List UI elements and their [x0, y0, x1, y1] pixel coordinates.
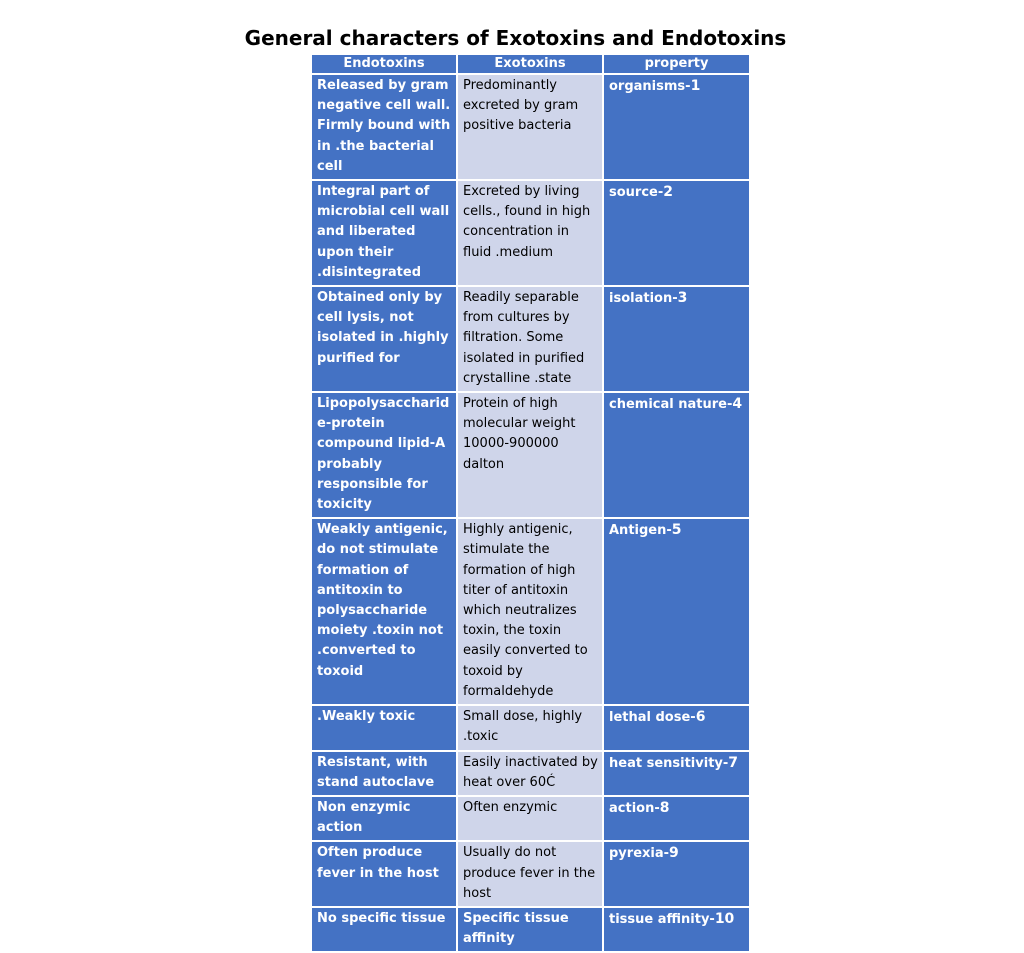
toxins-comparison-table [310, 53, 751, 953]
property-number: 7 [728, 754, 739, 771]
endotoxin-cell: Non enzymic action [311, 796, 457, 841]
property-cell [603, 796, 750, 841]
property-number: 1 [690, 78, 701, 94]
property-number: 6 [695, 709, 706, 726]
table-row [311, 180, 750, 286]
property-label: pyrexia- [609, 846, 670, 862]
table-row [311, 392, 750, 518]
property-number: 10 [714, 910, 735, 927]
table-row [311, 751, 750, 796]
property-cell [603, 841, 750, 907]
endotoxin-cell: .Weakly toxic [311, 705, 457, 750]
exotoxin-cell: Protein of high molecular weight 10000-900000 dalton [457, 392, 603, 518]
property-cell [603, 751, 750, 796]
endotoxin-cell: Often produce fever in the host [311, 841, 457, 907]
endotoxin-cell: Obtained only by cell lysis, not isolated in .highly purified for [311, 286, 457, 392]
endotoxin-cell: Lipopolysaccharide-protein compound lipid-A probably responsible for toxicity [311, 392, 457, 518]
header-property: property [603, 54, 750, 74]
property-label: lethal dose- [609, 710, 696, 726]
property-cell [603, 518, 750, 705]
property-number: 9 [669, 845, 679, 862]
property-label: heat sensitivity- [609, 755, 729, 771]
page-title: General characters of Exotoxins and Endotoxins [244, 26, 787, 50]
property-cell [603, 392, 750, 518]
property-number: 8 [659, 799, 670, 816]
property-number: 4 [732, 396, 743, 413]
exotoxin-cell: Predominantly excreted by gram positive bacteria [457, 74, 603, 180]
exotoxin-cell: Often enzymic [457, 796, 603, 841]
exotoxin-cell: Easily inactivated by heat over 60Ć [457, 751, 603, 796]
property-number: 2 [663, 184, 674, 201]
endotoxin-cell: Released by gram negative cell wall. Firmly bound with in .the bacterial cell [311, 74, 457, 180]
property-number: 3 [677, 290, 688, 307]
property-label: tissue affinity- [609, 911, 715, 927]
property-label: Antigen- [609, 523, 672, 539]
endotoxin-cell: No specific tissue [311, 907, 457, 952]
property-cell [603, 705, 750, 750]
property-cell [603, 74, 750, 180]
table-row [311, 705, 750, 750]
property-cell [603, 180, 750, 286]
header-exotoxins: Exotoxins [457, 54, 603, 74]
property-label: action- [609, 800, 660, 816]
table-row [311, 841, 750, 907]
property-cell [603, 286, 750, 392]
exotoxin-cell: Specific tissue affinity [457, 907, 603, 952]
property-cell [603, 907, 750, 952]
property-label: source- [609, 185, 664, 201]
exotoxin-cell: Usually do not produce fever in the host [457, 841, 603, 907]
exotoxin-cell: Small dose, highly .toxic [457, 705, 603, 750]
table-row [311, 796, 750, 841]
property-label: organisms- [609, 79, 691, 94]
endotoxin-cell: Weakly antigenic, do not stimulate formation of antitoxin to polysaccharide moiety .toxin not .converted to toxoid [311, 518, 457, 705]
property-number: 5 [671, 522, 682, 539]
table-header-row [311, 54, 750, 74]
table-row [311, 74, 750, 180]
property-label: isolation- [609, 291, 678, 307]
header-endotoxins: Endotoxins [311, 54, 457, 74]
table-row [311, 518, 750, 705]
exotoxin-cell: Readily separable from cultures by filtration. Some isolated in purified crystalline .state [457, 286, 603, 392]
exotoxin-cell: Excreted by living cells., found in high concentration in fluid .medium [457, 180, 603, 286]
endotoxin-cell: Integral part of microbial cell wall and liberated upon their .disintegrated [311, 180, 457, 286]
table-row [311, 907, 750, 952]
table-row [311, 286, 750, 392]
property-label: chemical nature- [609, 397, 733, 413]
endotoxin-cell: Resistant, with stand autoclave [311, 751, 457, 796]
exotoxin-cell: Highly antigenic, stimulate the formation of high titer of antitoxin which neutralizes toxin, the toxin easily converted to toxoid by formaldehyde [457, 518, 603, 705]
